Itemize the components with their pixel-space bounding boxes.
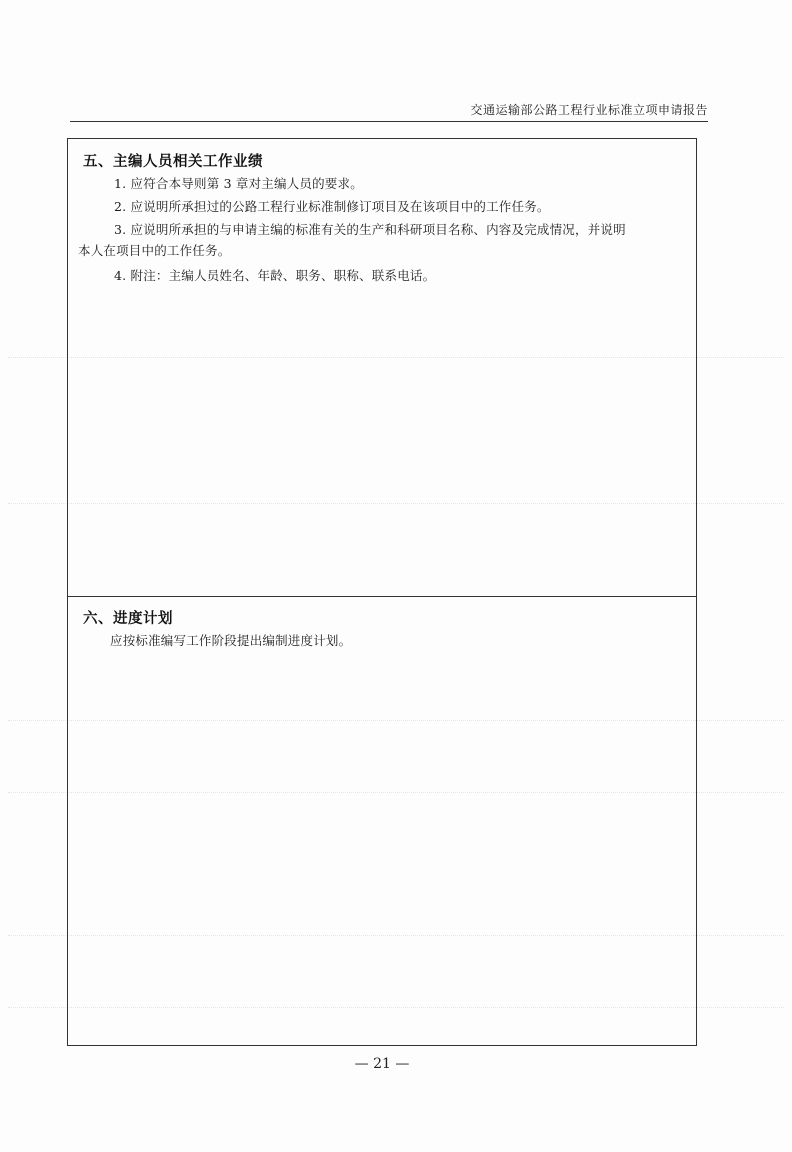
section-5-item-2: 2. 应说明所承担过的公路工程行业标准制修订项目及在该项目中的工作任务。 (114, 199, 550, 214)
header-rule (70, 121, 708, 122)
section-5-item-3-continued: 本人在项目中的工作任务。 (78, 243, 231, 258)
section-5-item-1: 1. 应符合本导则第 3 章对主编人员的要求。 (114, 176, 363, 191)
section-6-text: 应按标准编写工作阶段提出编制进度计划。 (110, 633, 352, 648)
section-6-title: 六、进度计划 (83, 611, 173, 627)
form-table (67, 138, 697, 1046)
section-divider (68, 596, 696, 597)
running-header: 交通运输部公路工程行业标准立项申请报告 (470, 103, 708, 117)
section-5-item-3: 3. 应说明所承担的与申请主编的标准有关的生产和科研项目名称、内容及完成情况，并说明 (114, 222, 626, 237)
page-number: — 21 — (354, 1056, 410, 1072)
section-5-title: 五、主编人员相关工作业绩 (83, 154, 263, 170)
section-5-item-4: 4. 附注：主编人员姓名、年龄、职务、职称、联系电话。 (114, 268, 436, 283)
